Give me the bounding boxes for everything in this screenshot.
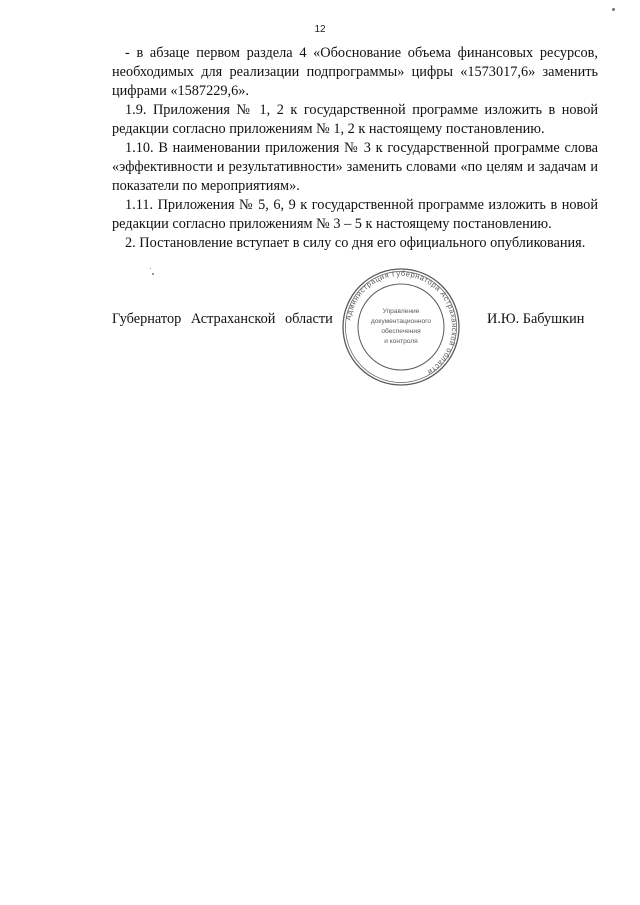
seal-inner-line: обеспечения [381, 328, 421, 335]
seal-outer-text: Администрация Губернатора Астраханской области [343, 268, 460, 377]
paragraph-1-11: 1.11. Приложения № 5, 6, 9 к государственной программе изложить в новой редакции согласно приложениям № 3 – 5 к настоящему постановлению. [112, 197, 598, 232]
seal-inner-line: Управление [382, 308, 420, 315]
signatory-title: Губернатор Астраханской области [112, 311, 333, 327]
seal-inner-line: документационного [370, 318, 432, 325]
seal-inner-line: и контроля [384, 338, 418, 345]
paragraph-1-10: 1.10. В наименовании приложения № 3 к государственной программе слова «эффективности и результативности» заменить словами «по целям и задачам и показатели по мероприятиям». [112, 140, 598, 194]
seal-inner-ring [358, 284, 444, 370]
scan-speck [152, 273, 154, 275]
document-body [112, 44, 598, 253]
official-seal-stamp [341, 267, 461, 387]
signatory-name: И.Ю. Бабушкин [487, 311, 585, 327]
page-number: 12 [314, 24, 326, 35]
scan-speck [612, 8, 615, 11]
paragraph-1-9: 1.9. Приложения № 1, 2 к государственной программе изложить в новой редакции согласно приложениям № 1, 2 к настоящему постановлению. [112, 102, 598, 137]
paragraph-2-effective: 2. Постановление вступает в силу со дня его официального опубликования. [125, 235, 586, 251]
signature-block [0, 311, 640, 333]
paragraph-section4-amendment: - в абзаце первом раздела 4 «Обоснование объема финансовых ресурсов, необходимых для реализации подпрограммы» цифры «1573017,6» заменить цифрами «1587229,6». [112, 45, 598, 99]
scan-speck [150, 268, 151, 269]
